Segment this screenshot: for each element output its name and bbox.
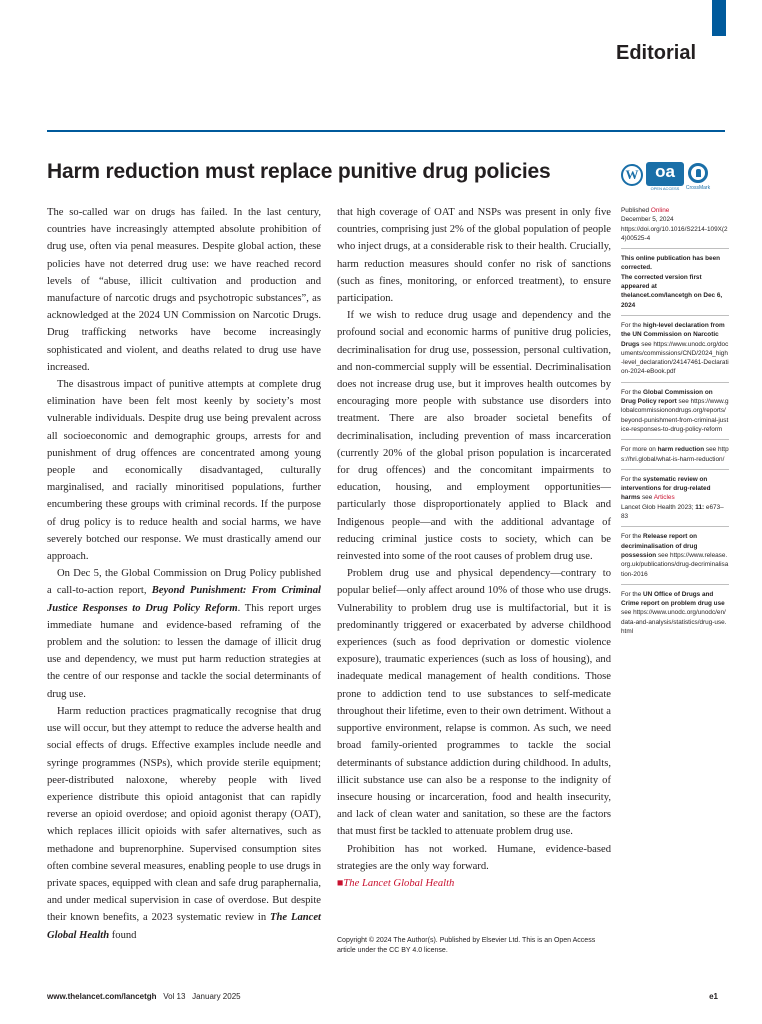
ref-link[interactable]: see https://www.globalcommissionondrugs.org/reports/beyond-punishment-from-criminal-justice-responses-to-drug-policy-reform [621,398,729,433]
ref-link[interactable]: see https://www.release.org.uk/publications/drug-decriminalisation-2016 [621,551,729,578]
sidebar-ref: For the UN Office of Drugs and Crime report on problem drug use see https://www.unodc.org/unodc/en/data-and-analysis/statistics/drug-use.html [621,590,727,635]
journal-url[interactable]: www.thelancet.com/lancetgh [47,992,157,1001]
sidebar [621,206,729,646]
ref-link[interactable]: see https://hri.global/what-is-harm-reduction/ [621,446,729,463]
sidebar-ref: For the high-level declaration from the UN Commission on Narcotic Drugs see https://www.unodc.org/documents/commissions/CND/2024_high-level_declaration/24147461-Declaration-2024-eBook.pdf [621,321,729,383]
volume: Vol 13 [163,992,186,1001]
journal-name: The Lancet Global Health [47,912,321,941]
paragraph: Harm reduction practices pragmatically recognise that drug use will occur, but they attempt to reduce the adverse health and social effects of drugs. Effective examples include needle and syringe programmes (NSPs), which provide sterile equipment; peer-distributed naloxone, whereby people with lived experience distribute this opioid antagonist that can rapidly reverse an opioid overdose; and opioid agonist therapy (OAT), which replaces illicit opioids with safer alternatives, such as methadone and buprenorphine. Supervised consumption sites often combine several measures, enabling people to use drugs in private spaces, equipped with clean and safe drug paraphernalia, and under medical supervision in case of overdose. But despite their known benefits, a 2023 systematic review in The Lancet Global Health found [47,705,321,941]
sidebar-ref: For more on harm reduction see https://hri.global/what-is-harm-reduction/ [621,445,729,470]
correction-notice: This online publication has been corrected. The corrected version first appeared at thelancet.com/lancetgh on Dec 6, 2024 [621,254,729,316]
article-badges [621,160,716,190]
published-online-link[interactable]: Online [650,207,670,214]
signature: ■ The Lancet Global Health [337,875,611,892]
sidebar-ref: For the Global Commission on Drug Policy report see https://www.globalcommissionondrugs.org/reports/beyond-punishment-from-criminal-justice-responses-to-drug-policy-reform [621,388,729,440]
paragraph: Problem drug use and physical dependency—contrary to popular belief—only affect around 10% of those who use drugs. Vulnerability to problem drug use is multifactorial, but it is predominantly triggered or exacerbated by adverse childhood experiences (such as food deprivation or domestic violence exposure), traumatic experiences (such as loss of housing), and inadequate medical management of health conditions. Those prone to addiction tend to use substances to self-medicate throughout their lifetime, even to their own detriment. Without a supportive environment, relapse is common. As such, we need broad family-oriented programmes to tackle the social determinants of substance addiction during childhood. In adults, illicit substance use can also be a response to the indignity of insecure housing or incarceration, food and health insecurity, and lack of clean water and sanitation, so these are the factors that must first be tackled to attenuate problem drug use. [337,568,611,838]
ref-link[interactable]: see https://www.unodc.org/unodc/en/data-and-analysis/statistics/drug-use.html [621,609,727,635]
sidebar-ref: For the systematic review on interventions for drug-related harms see Articles Lancet Glob Health 2023; 11: e673–83 [621,475,729,527]
body-column-2 [337,204,611,892]
doi-link[interactable]: https://doi.org/10.1016/S2214-109X(24)00525-4 [621,225,728,242]
paragraph: that high coverage of OAT and NSPs was present in only five countries, comprising just 2% of the global population of people who inject drugs, at a considerable risk to their health. Crucially, harm reduction measures should confer no risk of sanctions (such as fines, monitoring, or enforced treatment), to ensure participation. [337,207,611,305]
w-logo-icon[interactable]: W [621,164,643,186]
paragraph: The disastrous impact of punitive attempts at complete drug elimination have been felt most keenly by society’s most vulnerable individuals. Despite drug use being prevalent across all socioeconomic and demographic groups, arrests for and punishment of drug offences are concentrated among young people and economically disadvantaged, culturally marginalised, and racially minoritised populations, further encumbering these groups with criminal records. If the purpose of drug policy is to reduce health and social harms, we have severely botched our response. We must drastically amend our approach. [47,379,321,563]
articles-link[interactable]: Articles [653,494,675,502]
paragraph: If we wish to reduce drug usage and dependency and the profound social and economic harms of punitive drug policies, decriminalisation for drug use, possession, personal cultivation, and non-commercial supply will be essential. Decriminalisation does not increase drug use, but it improves health outcomes by encouraging more people with substance use disorders into treatment. There are also broader societal benefits of decriminalisation, including prevention of mass incarceration (currently 20% of the global prison population is incarcerated for drug offences) and the concomitant impairments to education, housing, and employment opportunities—particularly those disproportionately applied to Black and Indigenous people—and with the additional advantage of reducing criminal justice costs to society, which can be reinvested into some of the root causes of problem drug use. [337,310,611,563]
header-rule [47,130,725,132]
report-title: Beyond Punishment: From Criminal Justice Responses to Drug Policy Reform [47,585,321,614]
page-footer [47,992,241,1001]
article-title: Harm reduction must replace punitive drug policies [47,160,551,183]
issue-date: January 2025 [192,992,241,1001]
copyright-notice: Copyright © 2024 The Author(s). Published by Elsevier Ltd. This is an Open Access article under the CC BY 4.0 license. [337,937,596,954]
sidebar-ref: For the Release report on decriminalisation of drug possession see https://www.release.org.uk/publications/drug-decriminalisation-2016 [621,532,729,584]
page-number: e1 [709,992,718,1001]
publication-date: December 5, 2024 [621,216,674,224]
ref-link[interactable]: see https://www.unodc.org/documents/commissions/CND/2024_high-level_declaration/24147461-Declaration-2024-eBook.pdf [621,340,729,376]
publication-info: Published Online December 5, 2024 https://doi.org/10.1016/S2214-109X(24)00525-4 [621,206,729,249]
body-column-1 [47,204,321,944]
open-access-label: OPEN ACCESS [650,186,680,191]
paragraph: Prohibition has not worked. Humane, evidence-based strategies are the only way forward. [337,843,611,872]
crossmark-label: CrossMark [685,185,711,191]
paragraph: On Dec 5, the Global Commission on Drug Policy published a call-to-action report, Beyond Punishment: From Criminal Justice Responses to Drug Policy Reform. This report urges immediate humane and evidence-based reframing of the problem and the solution: to lessen the damage of illicit drug use and dependency, we must put harm reduction strategies at the centre of our response and tackle the social determinants of drug use. [47,568,321,700]
section-label: Editorial [615,42,696,64]
paragraph: The so-called war on drugs has failed. In the last century, countries have increasingly attempted absolute prohibition of drug use, often via penal measures. Despite global action, these policies have not deterred drug use: we have reached record levels of “abuse, illicit cultivation and production and manufacture of narcotic drugs and psychotropic substances”, as acknowledged at the 2024 UN Commission on Narcotic Drugs. Drug trafficking networks have become increasingly sophisticated and violent, and deaths related to drug use have increased. [47,207,321,373]
crossmark-icon[interactable] [688,163,708,183]
journal-color-tab [712,0,726,36]
open-access-icon[interactable]: oa [646,162,684,186]
